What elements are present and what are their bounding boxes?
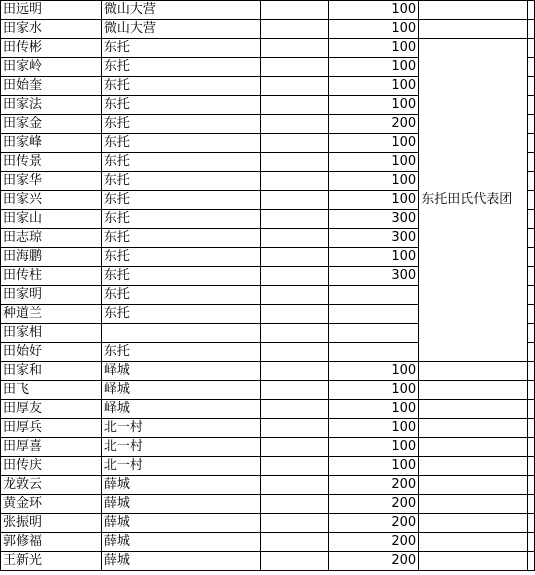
place-cell[interactable]: 东托	[101, 39, 260, 58]
name-cell[interactable]: 田家明	[1, 286, 102, 305]
name-cell[interactable]: 郭修福	[1, 533, 102, 552]
table-row	[1, 476, 535, 495]
place-cell[interactable]: 东托	[101, 172, 260, 191]
amount-cell[interactable]: 300	[329, 267, 419, 286]
remark-empty-cell[interactable]	[419, 381, 528, 400]
empty-cell[interactable]	[260, 286, 329, 305]
table-row	[1, 552, 535, 571]
empty-cell[interactable]	[527, 381, 534, 400]
name-cell[interactable]: 田传彬	[1, 39, 102, 58]
empty-cell[interactable]	[527, 438, 534, 457]
empty-cell[interactable]	[527, 457, 534, 476]
place-cell[interactable]: 北一村	[101, 419, 260, 438]
table-row	[1, 495, 535, 514]
name-cell[interactable]: 田传柱	[1, 267, 102, 286]
place-cell[interactable]: 东托	[101, 229, 260, 248]
amount-cell[interactable]: 100	[329, 58, 419, 77]
name-cell[interactable]: 田海鹏	[1, 248, 102, 267]
place-cell[interactable]: 东托	[101, 191, 260, 210]
table-row	[1, 419, 535, 438]
place-cell[interactable]: 东托	[101, 153, 260, 172]
name-cell[interactable]: 张振明	[1, 514, 102, 533]
name-cell[interactable]: 田家相	[1, 324, 102, 343]
empty-cell[interactable]	[527, 495, 534, 514]
empty-cell[interactable]	[527, 172, 534, 191]
name-cell[interactable]: 田家和	[1, 362, 102, 381]
empty-cell[interactable]	[527, 305, 534, 324]
place-cell[interactable]: 东托	[101, 58, 260, 77]
empty-cell[interactable]	[527, 153, 534, 172]
name-cell[interactable]: 田厚喜	[1, 438, 102, 457]
name-cell[interactable]: 田家山	[1, 210, 102, 229]
remark-empty-cell[interactable]	[419, 552, 528, 571]
name-cell[interactable]: 田传庆	[1, 457, 102, 476]
remark-empty-cell[interactable]	[419, 457, 528, 476]
place-cell[interactable]: 北一村	[101, 438, 260, 457]
place-cell[interactable]: 东托	[101, 134, 260, 153]
name-cell[interactable]: 田家兴	[1, 191, 102, 210]
empty-cell[interactable]	[527, 77, 534, 96]
amount-cell[interactable]: 200	[329, 533, 419, 552]
name-cell[interactable]: 田家华	[1, 172, 102, 191]
place-cell[interactable]: 薛城	[101, 495, 260, 514]
remark-cell[interactable]: 东托田氏代表团	[419, 39, 528, 362]
amount-cell[interactable]: 100	[329, 457, 419, 476]
table-row	[1, 457, 535, 476]
empty-cell[interactable]	[527, 533, 534, 552]
amount-cell[interactable]: 200	[329, 514, 419, 533]
empty-cell[interactable]	[260, 533, 329, 552]
amount-cell[interactable]: 200	[329, 115, 419, 134]
empty-cell[interactable]	[260, 495, 329, 514]
name-cell[interactable]: 田传景	[1, 153, 102, 172]
remark-empty-cell[interactable]	[419, 514, 528, 533]
empty-cell[interactable]	[260, 20, 329, 39]
name-cell[interactable]: 田家水	[1, 20, 102, 39]
amount-cell[interactable]: 200	[329, 552, 419, 571]
empty-cell[interactable]	[260, 210, 329, 229]
empty-cell[interactable]	[527, 134, 534, 153]
empty-cell[interactable]	[260, 324, 329, 343]
empty-cell[interactable]	[527, 1, 534, 20]
table-row	[1, 381, 535, 400]
name-cell[interactable]: 田飞	[1, 381, 102, 400]
empty-cell[interactable]	[260, 457, 329, 476]
amount-cell[interactable]: 100	[329, 191, 419, 210]
empty-cell[interactable]	[527, 96, 534, 115]
empty-cell[interactable]	[260, 115, 329, 134]
empty-cell[interactable]	[527, 362, 534, 381]
amount-cell[interactable]: 300	[329, 229, 419, 248]
table-row	[1, 438, 535, 457]
amount-cell[interactable]: 100	[329, 77, 419, 96]
empty-cell[interactable]	[260, 476, 329, 495]
amount-cell[interactable]: 100	[329, 20, 419, 39]
table-row	[1, 1, 535, 20]
remark-empty-cell[interactable]	[419, 1, 528, 20]
empty-cell[interactable]	[527, 191, 534, 210]
empty-cell[interactable]	[527, 210, 534, 229]
remark-empty-cell[interactable]	[419, 495, 528, 514]
empty-cell[interactable]	[260, 248, 329, 267]
empty-cell[interactable]	[260, 1, 329, 20]
empty-cell[interactable]	[527, 324, 534, 343]
name-cell[interactable]: 田始好	[1, 343, 102, 362]
amount-cell[interactable]	[329, 324, 419, 343]
place-cell[interactable]: 东托	[101, 96, 260, 115]
empty-cell[interactable]	[527, 514, 534, 533]
name-cell[interactable]: 田家金	[1, 115, 102, 134]
table-row	[1, 514, 535, 533]
place-cell[interactable]: 东托	[101, 210, 260, 229]
place-cell[interactable]: 东托	[101, 286, 260, 305]
amount-cell[interactable]: 100	[329, 134, 419, 153]
amount-cell[interactable]: 100	[329, 400, 419, 419]
table-row	[1, 362, 535, 381]
empty-cell[interactable]	[260, 96, 329, 115]
empty-cell[interactable]	[260, 419, 329, 438]
amount-cell[interactable]: 100	[329, 172, 419, 191]
amount-cell[interactable]: 100	[329, 39, 419, 58]
table-row	[1, 400, 535, 419]
empty-cell[interactable]	[260, 191, 329, 210]
empty-cell[interactable]	[260, 381, 329, 400]
empty-cell[interactable]	[260, 134, 329, 153]
empty-cell[interactable]	[527, 552, 534, 571]
empty-cell[interactable]	[527, 248, 534, 267]
amount-cell[interactable]	[329, 286, 419, 305]
table-row	[1, 20, 535, 39]
empty-cell[interactable]	[260, 552, 329, 571]
place-cell[interactable]: 东托	[101, 77, 260, 96]
amount-cell[interactable]: 100	[329, 381, 419, 400]
empty-cell[interactable]	[260, 39, 329, 58]
remark-empty-cell[interactable]	[419, 400, 528, 419]
place-cell[interactable]: 东托	[101, 115, 260, 134]
place-cell[interactable]: 微山大营	[101, 20, 260, 39]
name-cell[interactable]: 田家法	[1, 96, 102, 115]
place-cell[interactable]: 微山大营	[101, 1, 260, 20]
table-row	[1, 533, 535, 552]
table-row	[1, 39, 535, 58]
name-cell[interactable]: 龙敦云	[1, 476, 102, 495]
name-cell[interactable]: 田始奎	[1, 77, 102, 96]
empty-cell[interactable]	[260, 362, 329, 381]
place-cell[interactable]: 薛城	[101, 533, 260, 552]
name-cell[interactable]: 田厚兵	[1, 419, 102, 438]
name-cell[interactable]: 田远明	[1, 1, 102, 20]
amount-cell[interactable]: 100	[329, 419, 419, 438]
empty-cell[interactable]	[527, 476, 534, 495]
empty-cell[interactable]	[260, 343, 329, 362]
remark-empty-cell[interactable]	[419, 419, 528, 438]
empty-cell[interactable]	[260, 58, 329, 77]
place-cell[interactable]: 峄城	[101, 400, 260, 419]
remark-empty-cell[interactable]	[419, 20, 528, 39]
spreadsheet-body	[1, 1, 535, 571]
place-cell[interactable]: 东托	[101, 267, 260, 286]
empty-cell[interactable]	[260, 305, 329, 324]
amount-cell[interactable]: 100	[329, 1, 419, 20]
empty-cell[interactable]	[260, 153, 329, 172]
empty-cell[interactable]	[527, 343, 534, 362]
amount-cell[interactable]: 200	[329, 495, 419, 514]
empty-cell[interactable]	[527, 286, 534, 305]
empty-cell[interactable]	[527, 267, 534, 286]
empty-cell[interactable]	[260, 172, 329, 191]
remark-empty-cell[interactable]	[419, 476, 528, 495]
empty-cell[interactable]	[260, 438, 329, 457]
empty-cell[interactable]	[260, 229, 329, 248]
name-cell[interactable]: 王新光	[1, 552, 102, 571]
amount-cell[interactable]: 100	[329, 438, 419, 457]
remark-empty-cell[interactable]	[419, 438, 528, 457]
amount-cell[interactable]: 100	[329, 362, 419, 381]
amount-cell[interactable]: 300	[329, 210, 419, 229]
empty-cell[interactable]	[260, 400, 329, 419]
amount-cell[interactable]: 100	[329, 96, 419, 115]
name-cell[interactable]: 田家峰	[1, 134, 102, 153]
place-cell[interactable]: 薛城	[101, 476, 260, 495]
place-cell[interactable]: 薛城	[101, 552, 260, 571]
place-cell[interactable]: 东托	[101, 305, 260, 324]
amount-cell[interactable]: 200	[329, 476, 419, 495]
amount-cell[interactable]	[329, 343, 419, 362]
place-cell[interactable]: 东托	[101, 248, 260, 267]
empty-cell[interactable]	[260, 514, 329, 533]
empty-cell[interactable]	[527, 58, 534, 77]
empty-cell[interactable]	[527, 20, 534, 39]
amount-cell[interactable]: 100	[329, 248, 419, 267]
place-cell[interactable]: 北一村	[101, 457, 260, 476]
name-cell[interactable]: 黄金环	[1, 495, 102, 514]
empty-cell[interactable]	[527, 39, 534, 58]
empty-cell[interactable]	[527, 115, 534, 134]
empty-cell[interactable]	[527, 400, 534, 419]
place-cell[interactable]: 东托	[101, 343, 260, 362]
amount-cell[interactable]	[329, 305, 419, 324]
name-cell[interactable]: 田志琼	[1, 229, 102, 248]
place-cell[interactable]: 峄城	[101, 381, 260, 400]
remark-empty-cell[interactable]	[419, 533, 528, 552]
empty-cell[interactable]	[260, 77, 329, 96]
place-cell[interactable]: 薛城	[101, 514, 260, 533]
amount-cell[interactable]: 100	[329, 153, 419, 172]
name-cell[interactable]: 种道兰	[1, 305, 102, 324]
name-cell[interactable]: 田家岭	[1, 58, 102, 77]
place-cell[interactable]: 峄城	[101, 362, 260, 381]
empty-cell[interactable]	[260, 267, 329, 286]
name-cell[interactable]: 田厚友	[1, 400, 102, 419]
remark-empty-cell[interactable]	[419, 362, 528, 381]
empty-cell[interactable]	[527, 229, 534, 248]
place-cell[interactable]	[101, 324, 260, 343]
empty-cell[interactable]	[527, 419, 534, 438]
